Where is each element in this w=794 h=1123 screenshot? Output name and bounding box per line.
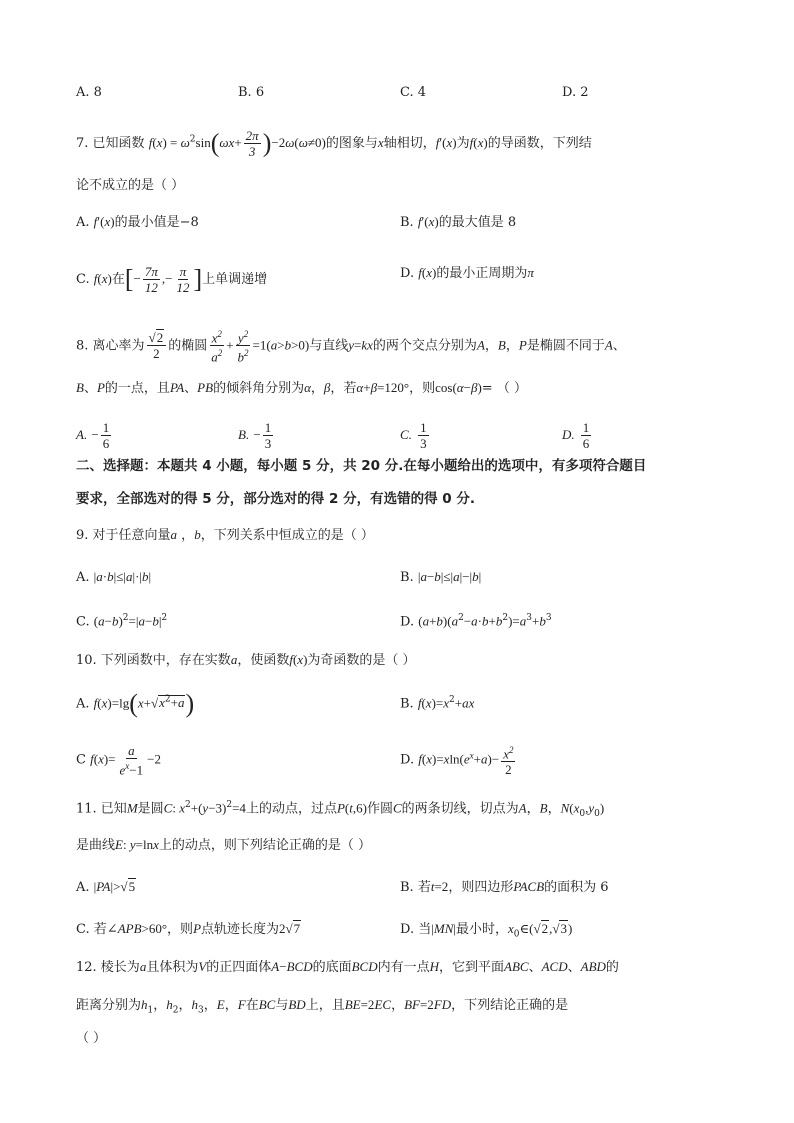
q8-stem-line1: 8. 离心率为 $\frac{√2}{2}$ 的椭圆 $\frac{x^2}{a^2}$ + $\frac{y^2}{b^2}$ =1(a>b>0)与直线y=kx的两个交点分别为A，B，P是椭圆不同于A、 bbox=[76, 329, 626, 365]
q8-option-b: B. − $\frac{1}{3}$ bbox=[238, 420, 272, 451]
q11-option-a: A. |PA|>√5 bbox=[76, 879, 136, 895]
q9-option-b: B. |a−b|≤|a|−|b| bbox=[400, 569, 482, 585]
q9-option-c: C. $(a-b)^2=|a-b|^2$ bbox=[76, 613, 168, 630]
q11-stem-line2: 是曲线E: y=lnx上的动点，则下列结论正确的是（ ） bbox=[76, 837, 371, 853]
q12-stem-line3: （ ） bbox=[76, 1031, 107, 1046]
q7-option-d: D. f(x)的最小正周期为π bbox=[400, 265, 534, 281]
q8-stem-line2: B、P的一点，且PA、PB的倾斜角分别为α，β，若α+β=120°，则cos(α−β)= （ ） bbox=[76, 380, 527, 396]
q10-option-c: C f(x)= $\frac{a}{e^x-1}$ −2 bbox=[76, 743, 161, 778]
q11-option-d: D. 当|MN|最小时，$x_0\in(√2,√3)$ bbox=[400, 921, 573, 940]
q10-option-b: B. $f(x)=x^2+ax$ bbox=[400, 695, 475, 712]
q7-stem-line1: 7. 已知函数 $f(x) = \omega^2\sin(\omega x+$ $\frac{2\pi}{3}$ )−2ω(ω≠0)的图象与x轴相切，f′(x)为f(x)的导函数，下列结 bbox=[76, 128, 592, 159]
q11-option-c: C. 若∠APB>60°，则P点轨迹长度为2√7 bbox=[76, 921, 301, 937]
q9-option-d: D. $(a+b)(a^2-a\cdot b+b^2)=a^3+b^3$ bbox=[400, 613, 552, 630]
q10-option-d: D. $f(x)=xln(e^x+a)-$ $\frac{x^2}{2}$ bbox=[400, 745, 514, 778]
q6-option-d: D. 2 bbox=[562, 85, 589, 100]
q7-option-b: B. f′(x)的最大值是 8 bbox=[400, 214, 517, 230]
q7-tail1: 轴相切， bbox=[383, 136, 436, 151]
q8-option-d: D. $\frac{1}{6}$ bbox=[562, 420, 590, 451]
q6-option-c: C. 4 bbox=[400, 85, 427, 100]
q7-option-a: A. f′(x)的最小值是−8 bbox=[76, 214, 199, 230]
section2-heading-line2: 要求，全部选对的得 5 分，部分选对的得 2 分，有选错的得 0 分. bbox=[76, 491, 476, 507]
q11-stem-line1: 11. 已知M是圆C: $x^2+(y-3)^2=4$上的动点，过点P(t,6)作圆C的两条切线，切点为A，B，$N(x_0,y_0)$ bbox=[76, 800, 605, 819]
q9-stem: 9. 对于任意向量a ，b，下列关系中恒成立的是（ ） bbox=[76, 527, 374, 543]
q8-option-c: C. $\frac{1}{3}$ bbox=[400, 420, 427, 451]
q7-prefix: 7. 已知函数 bbox=[76, 136, 145, 151]
q6-option-b: B. 6 bbox=[238, 85, 265, 100]
q7-tail3: 的导函数，下列结 bbox=[487, 136, 592, 151]
q10-option-a: A. $f(x)=\lg(x+√x^2+a)$ bbox=[76, 688, 195, 718]
q7-mid: 的图象与 bbox=[325, 136, 378, 151]
q9-option-a: A. |a·b|≤|a|·|b| bbox=[76, 569, 152, 585]
q8-option-a: A. − $\frac{1}{6}$ bbox=[76, 420, 110, 451]
q10-stem: 10. 下列函数中，存在实数a，使函数f(x)为奇函数的是（ ） bbox=[76, 652, 416, 668]
q7-axis: x bbox=[377, 135, 384, 150]
q11-option-b: B. 若t=2，则四边形PACB的面积为 6 bbox=[400, 879, 609, 895]
q6-option-a: A. 8 bbox=[76, 85, 102, 100]
q7-tail2: 为 bbox=[456, 136, 470, 151]
q12-stem-line2: 距离分别为$h_1$，$h_2$，$h_3$，E，F在BC与BD上，且BE=2EC，BF=2FD，下列结论正确的是 bbox=[76, 997, 569, 1016]
q7-stem-line2: 论不成立的是（ ） bbox=[76, 178, 185, 193]
section2-heading-line1: 二、选择题：本题共 4 小题，每小题 5 分，共 20 分.在每小题给出的选项中，有多项符合题目 bbox=[76, 458, 647, 474]
q7-option-c: C. f(x)在[− $\frac{7\pi}{12}$ ,− $\frac{\pi}{12}$ ]上单调递增 bbox=[76, 264, 268, 295]
q12-stem-line1: 12. 棱长为a且体积为V的正四面体A−BCD的底面BCD内有一点H，它到平面ABC、ACD、ABD的 bbox=[76, 959, 619, 975]
